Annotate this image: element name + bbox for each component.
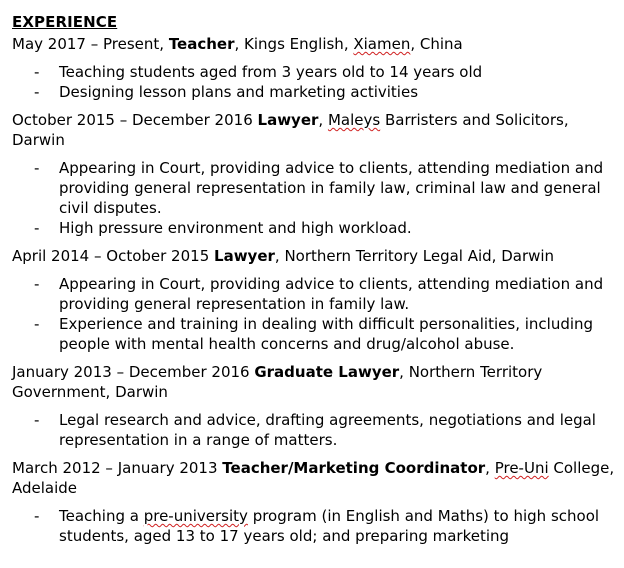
bullet-text-rest: program (in English and Maths) to high school students, aged 13 to 17 years old; and preparing marketing — [59, 507, 600, 545]
job-date: October 2015 – December 2016 — [12, 111, 258, 129]
job-org-rest: College, Adelaide — [12, 459, 615, 497]
bullet-text: Teaching a — [59, 507, 144, 525]
job-entry — [12, 458, 618, 546]
job-title: Lawyer — [257, 111, 319, 129]
bullet-dash: - — [34, 63, 40, 81]
list-item — [12, 82, 618, 102]
job-entry — [12, 246, 618, 354]
spellcheck-word[interactable]: Xiamen — [353, 35, 411, 53]
job-title: Teacher/Marketing Coordinator — [222, 459, 486, 477]
job-entry — [12, 110, 618, 238]
job-title: Teacher — [168, 35, 235, 53]
resume-document — [12, 12, 618, 554]
list-item — [12, 62, 618, 82]
job-header — [12, 362, 618, 402]
bullet-text: High pressure environment and high workload. — [59, 219, 412, 237]
spellcheck-word[interactable]: pre-university — [143, 507, 248, 525]
list-item — [12, 314, 618, 354]
job-org-rest: , China — [410, 35, 463, 53]
bullet-text: Legal research and advice, drafting agreements, negotiations and legal representation in a range of matters. — [59, 411, 596, 449]
job-org: , Northern Territory Legal Aid, Darwin — [274, 247, 555, 265]
job-entry — [12, 34, 618, 102]
job-org: , Northern Territory Government, Darwin — [12, 363, 543, 401]
bullet-text: Appearing in Court, providing advice to clients, attending mediation and providing general representation in family law. — [59, 275, 604, 313]
job-title: Lawyer — [214, 247, 275, 265]
job-bullet-list — [12, 410, 618, 450]
job-date: April 2014 – October 2015 — [12, 247, 215, 265]
job-bullet-list — [12, 506, 618, 546]
bullet-dash: - — [34, 275, 40, 293]
list-item — [12, 218, 618, 238]
job-entry — [12, 362, 618, 450]
job-header — [12, 110, 618, 150]
job-org: , — [318, 111, 328, 129]
job-header — [12, 458, 618, 498]
list-item — [12, 274, 618, 314]
list-item — [12, 410, 618, 450]
bullet-dash: - — [34, 219, 40, 237]
spellcheck-word[interactable]: Maleys — [327, 111, 381, 129]
job-date: January 2013 – December 2016 — [12, 363, 255, 381]
bullet-dash: - — [34, 159, 40, 177]
bullet-text: Experience and training in dealing with difficult personalities, including people with mental health concerns and drug/alcohol abuse. — [59, 315, 594, 353]
job-date: March 2012 – January 2013 — [12, 459, 223, 477]
list-item — [12, 506, 618, 546]
bullet-dash: - — [34, 83, 40, 101]
job-bullet-list — [12, 274, 618, 354]
bullet-text: Teaching students aged from 3 years old to 14 years old — [59, 63, 483, 81]
job-bullet-list — [12, 62, 618, 102]
spellcheck-word[interactable]: Pre-Uni — [494, 459, 549, 477]
job-org-rest: Barristers and Solicitors, Darwin — [12, 111, 569, 149]
bullet-text: Appearing in Court, providing advice to clients, attending mediation and providing general representation in family law, criminal law and general civil disputes. — [59, 159, 604, 217]
job-bullet-list — [12, 158, 618, 238]
section-heading-experience: EXPERIENCE — [12, 13, 118, 31]
job-header — [12, 34, 618, 54]
job-org: , — [485, 459, 495, 477]
job-header — [12, 246, 618, 266]
bullet-text: Designing lesson plans and marketing activities — [59, 83, 419, 101]
job-date: May 2017 – Present, — [12, 35, 169, 53]
job-org: , Kings English, — [234, 35, 354, 53]
bullet-dash: - — [34, 507, 40, 525]
bullet-dash: - — [34, 315, 40, 333]
job-title: Graduate Lawyer — [254, 363, 400, 381]
list-item — [12, 158, 618, 218]
bullet-dash: - — [34, 411, 40, 429]
